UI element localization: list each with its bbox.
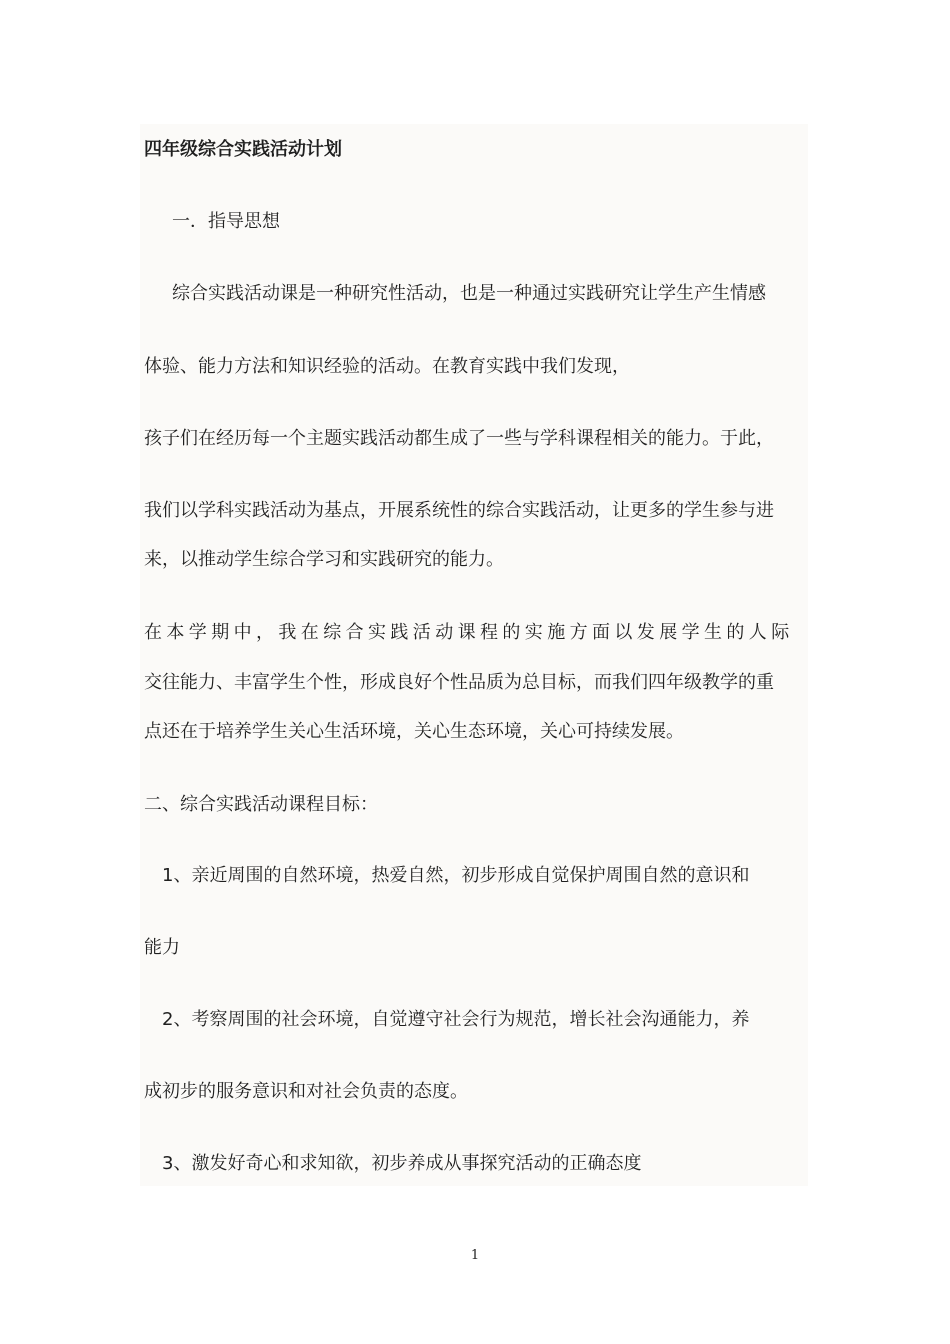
paragraph-line: 综合实践活动课是一种研究性活动，也是一种通过实践研究让学生产生情感	[172, 283, 766, 304]
paragraph-line: 来，以推动学生综合学习和实践研究的能力。	[144, 549, 504, 570]
paragraph-line: 交往能力、丰富学生个性，形成良好个性品质为总目标，而我们四年级教学的重	[144, 672, 774, 693]
list-item-continuation: 能力	[144, 937, 180, 958]
list-item: 2、考察周围的社会环境，自觉遵守社会行为规范，增长社会沟通能力，养	[162, 1009, 750, 1030]
paragraph-line: 体验、能力方法和知识经验的活动。在教育实践中我们发现，	[144, 356, 630, 377]
section-heading-2: 二、综合实践活动课程目标：	[144, 794, 378, 815]
list-item-continuation: 成初步的服务意识和对社会负责的态度。	[144, 1081, 468, 1102]
document-title: 四年级综合实践活动计划	[144, 139, 342, 160]
paragraph-line: 孩子们在经历每一个主题实践活动都生成了一些与学科课程相关的能力。于此，	[144, 428, 774, 449]
paragraph-line: 我们以学科实践活动为基点，开展系统性的综合实践活动，让更多的学生参与进	[144, 500, 774, 521]
list-item: 3、激发好奇心和求知欲，初步养成从事探究活动的正确态度	[162, 1153, 642, 1174]
section-heading-1: 一．指导思想	[172, 211, 280, 232]
page-number: 1	[470, 1248, 480, 1263]
list-item: 1、亲近周围的自然环境，热爱自然，初步形成自觉保护周围自然的意识和	[162, 865, 750, 886]
paragraph-line: 在本学期中，我在综合实践活动课程的实施方面以发展学生的人际	[144, 622, 794, 643]
paragraph-line: 点还在于培养学生关心生活环境，关心生态环境，关心可持续发展。	[144, 721, 684, 742]
